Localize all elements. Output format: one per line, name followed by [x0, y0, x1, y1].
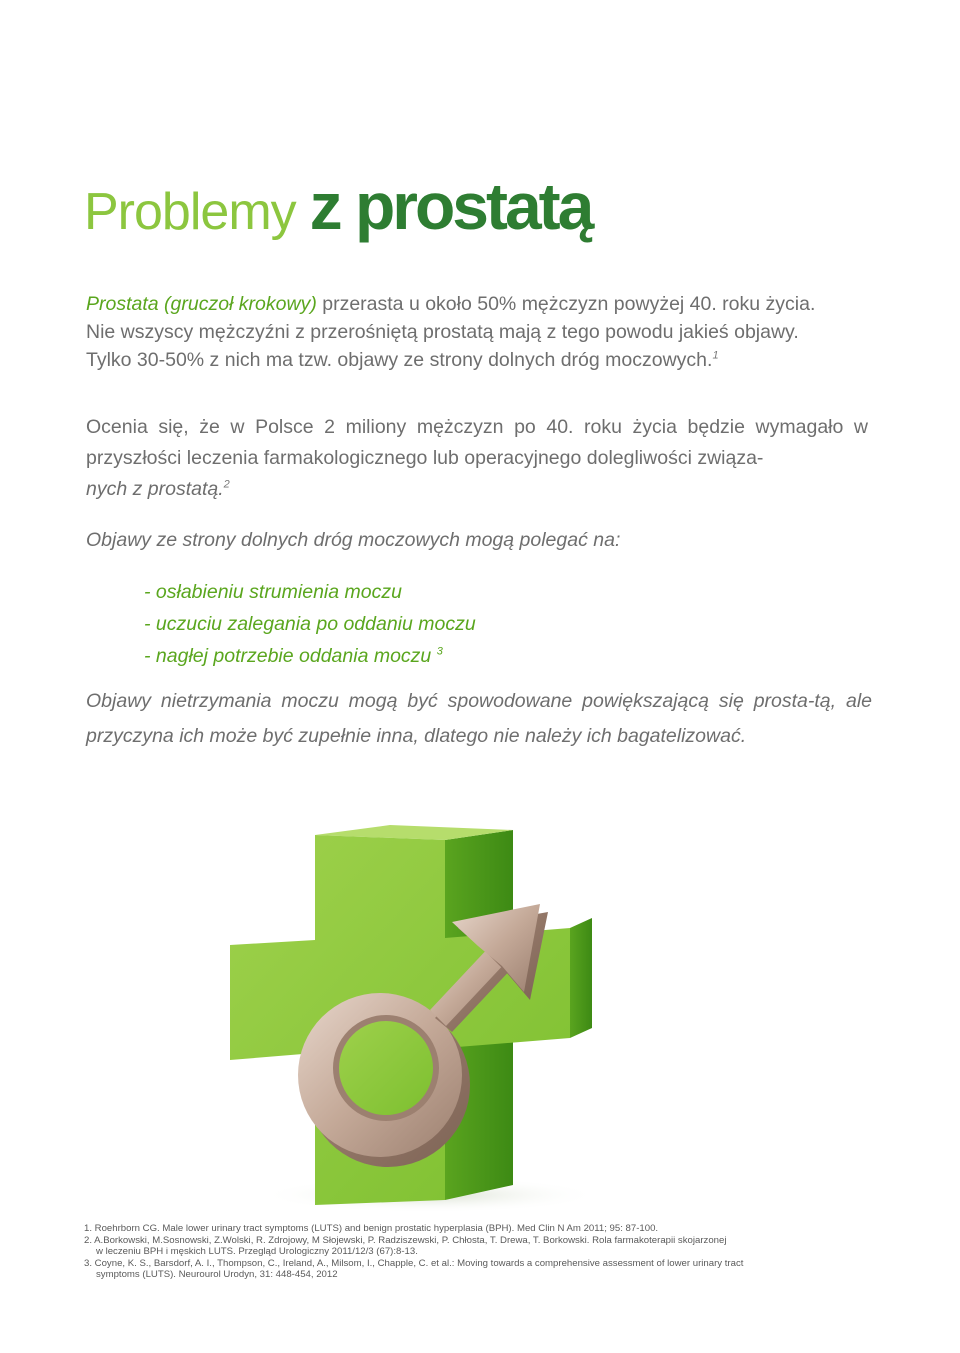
symptom-item-text: - nagłej potrzebie oddania moczu	[144, 645, 432, 667]
symptom-item: - osłabieniu strumienia moczu	[144, 581, 402, 603]
intro-highlight: Prostata (gruczoł krokowy)	[86, 293, 317, 315]
reference-item	[84, 1223, 884, 1235]
reference-continuation: symptoms (LUTS). Neurourol Urodyn, 31: 448-454, 2012	[96, 1269, 338, 1280]
intro-line-2: Nie wszyscy mężczyźni z przerośniętą prostatą mają z tego powodu jakieś objawy.	[86, 321, 799, 343]
paragraph-incontinence: Objawy nietrzymania moczu mogą być spowodowane powiększającą się prosta-tą, ale przyczyna ich może być zupełnie inna, dlatego nie należy ich bagatelizować.	[86, 690, 872, 747]
paragraph-2-text-b: nych z prostatą.	[86, 478, 224, 500]
intro-line-3	[86, 346, 876, 374]
intro-line-3-text: Tylko 30-50% z nich ma tzw. objawy ze strony dolnych dróg moczowych.	[86, 349, 713, 371]
intro-line-1	[86, 290, 876, 318]
references	[84, 1223, 884, 1281]
page-title	[84, 168, 904, 258]
reference-item	[84, 1258, 884, 1281]
symptom-item: - uczuciu zalegania po oddaniu moczu	[144, 613, 476, 635]
title-bold: z prostatą	[309, 169, 592, 243]
pharmacy-cross-illustration	[230, 800, 650, 1220]
paragraph-2-text-a: Ocenia się, że w Polsce 2 miliony mężczyzn po 40. roku życia będzie wymagało w przyszłości leczenia farmakologicznego lub operacyjnego dolegliwości związa-	[86, 416, 868, 469]
footnote-ref-2: 2	[223, 478, 230, 491]
paragraph-poland-stats	[86, 412, 868, 505]
symptom-item	[144, 640, 844, 672]
reference-text: 1. Roehrborn CG. Male lower urinary tract symptoms (LUTS) and benign prostatic hyperplasia (BPH). Med Clin N Am 2011; 95: 87-100.	[84, 1223, 659, 1234]
intro-line-1-rest: przerasta u około 50% mężczyzn powyżej 40. roku życia.	[316, 293, 816, 315]
intro-paragraph	[86, 290, 876, 374]
reference-text: 2. A.Borkowski, M.Sosnowski, Z.Wolski, R. Zdrojowy, M Słojewski, P. Radziszewski, P. Chłosta, T. Drewa, T. Borkowski. Rola farmakoterapii skojarzonej	[84, 1234, 727, 1246]
symptoms-list	[144, 576, 844, 672]
reference-continuation: w leczeniu BPH i męskich LUTS. Przegląd Urologiczny 2011/12/3 (67):8-13.	[96, 1246, 418, 1257]
footnote-ref-3: 3	[436, 645, 443, 658]
title-light: Problemy	[84, 183, 296, 241]
footnote-ref-1: 1	[712, 349, 719, 362]
paragraph-symptoms-intro: Objawy ze strony dolnych dróg moczowych mogą polegać na:	[86, 529, 621, 551]
reference-text: 3. Coyne, K. S., Barsdorf, A. I., Thompson, C., Ireland, A., Milsom, I., Chapple, C. et al.: Moving towards a comprehensive assessment of lower urinary tract	[84, 1257, 744, 1269]
reference-item	[84, 1235, 884, 1258]
